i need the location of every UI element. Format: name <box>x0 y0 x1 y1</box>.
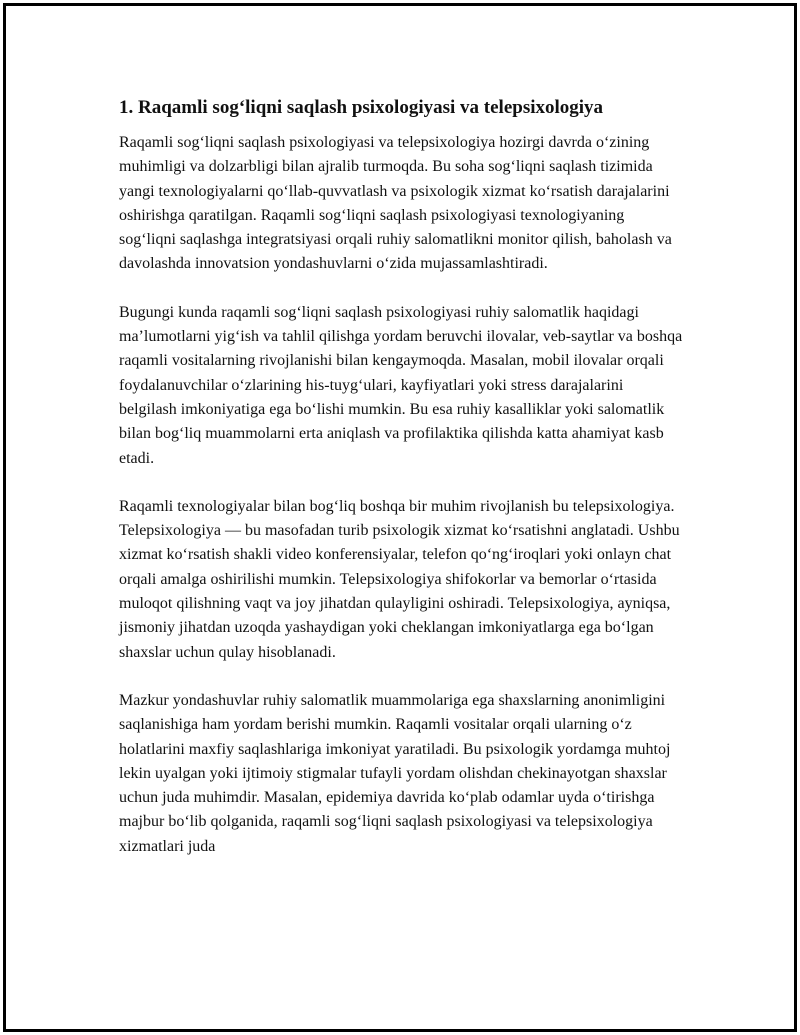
paragraph-3: Raqamli texnologiyalar bilan bog‘liq boshqa bir muhim rivojlanish bu telepsixologiya. Telepsixologiya — bu masofadan turib psixologik xizmat ko‘rsatishni anglatadi. Ushbu xizmat ko‘rsatish shakli video konferensiyalar, telefon qo‘ng‘iroqlari yoki onlayn chat orqali amalga oshirilishi mumkin. Telepsixologiya shifokorlar va bemorlar o‘rtasida muloqot qilishning vaqt va joy jihatdan qulayligini oshiradi. Telepsixologiya, ayniqsa, jismoniy jihatdan uzoqda yashaydigan yoki cheklangan imkoniyatlarga ega bo‘lgan shaxslar uchun qulay hisoblanadi. <box>119 497 680 661</box>
section-heading: 1. Raqamli sog‘liqni saqlash psixologiyasi va telepsixologiya <box>119 97 604 118</box>
paragraph-2: Bugungi kunda raqamli sog‘liqni saqlash psixologiyasi ruhiy salomatlik haqidagi ma’lumotlarni yig‘ish va tahlil qilishga yordam beruvchi ilovalar, veb-saytlar va boshqa raqamli vositalarning rivojlanishi bilan kengaymoqda. Masalan, mobil ilovalar orqali foydalanuvchilar o‘zlarining his-tuyg‘ulari, kayfiyatlari yoki stress darajalarini belgilash imkoniyatiga ega bo‘lishi mumkin. Bu esa ruhiy kasalliklar yoki salomatlik bilan bog‘liq muammolarni erta aniqlash va profilaktika qilishda katta ahamiyat kasb etadi. <box>119 303 683 467</box>
paragraph-1: Raqamli sog‘liqni saqlash psixologiyasi va telepsixologiya hozirgi davrda o‘zining muhimligi va dolzarbligi bilan ajralib turmoqda. Bu soha sog‘liqni saqlash tizimida yangi texnologiyalarni qo‘llab-quvvatlash va psixologik xizmat ko‘rsatish darajalarini oshirishga qaratilgan. Raqamli sog‘liqni saqlash psixologiyasi texnologiyaning sog‘liqni saqlashga integratsiyasi orqali ruhiy salomatlikni monitor qilish, baholash va davolashda innovatsion yondashuvlarni o‘zida mujassamlashtiradi. <box>119 134 672 273</box>
document-body <box>119 96 685 883</box>
paragraph-4: Mazkur yondashuvlar ruhiy salomatlik muammolariga ega shaxslarning anonimligini saqlanishiga ham yordam berishi mumkin. Raqamli vositalar orqali ularning o‘z holatlarini maxfiy saqlashlariga imkoniyat yaratiladi. Bu psixologik yordamga muhtoj lekin uyalgan yoki ijtimoiy stigmalar tufayli yordam olishdan chekinayotgan shaxslar uchun juda muhimdir. Masalan, epidemiya davrida ko‘plab odamlar uyda o‘tirishga majbur bo‘lib qolganida, raqamli sog‘liqni saqlash psixologiyasi va telepsixologiya xizmatlari juda <box>119 691 671 855</box>
